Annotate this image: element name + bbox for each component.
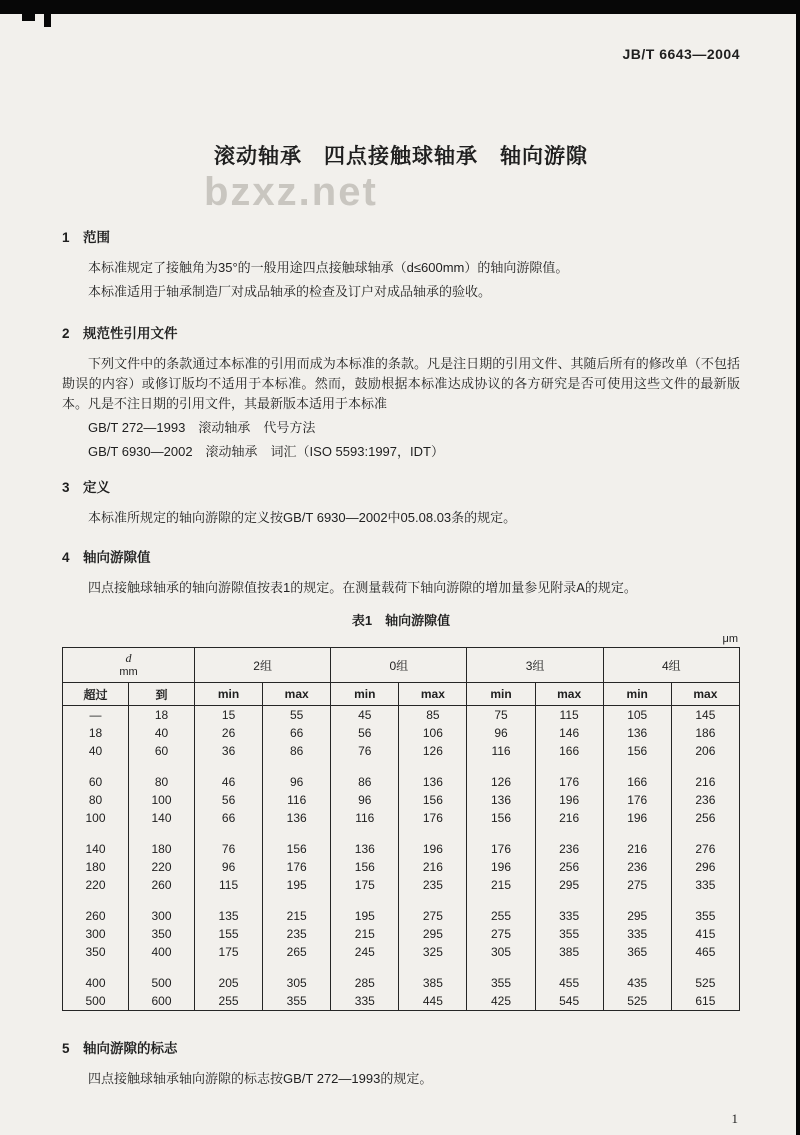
table-cell: 140 (85, 842, 106, 856)
table-header-group-3: 3组 (467, 648, 603, 683)
table-cell: 18 (129, 706, 195, 725)
standard-number: JB/T 6643—2004 (622, 46, 740, 62)
table-cell: 176 (603, 791, 671, 809)
table-cell: 196 (467, 858, 535, 876)
table-cell: 96 (195, 858, 263, 876)
table-cell: 295 (535, 876, 603, 894)
table-cell: 96 (331, 791, 399, 809)
paragraph: 本标准规定了接触角为35°的一般用途四点接触球轴承（d≤600mm）的轴向游隙值。 (88, 260, 569, 275)
table-cell: 76 (195, 827, 263, 858)
table-cell: 295 (399, 925, 467, 943)
table-cell: 276 (671, 827, 739, 858)
table-header-min: min (603, 683, 671, 706)
table-cell: 355 (467, 961, 535, 992)
section-heading-scope: 1 范围 (62, 230, 111, 245)
table-cell: 236 (671, 791, 739, 809)
table-cell: 195 (263, 876, 331, 894)
table-cell: 400 (129, 943, 195, 961)
table-cell: 256 (535, 858, 603, 876)
table-cell: 60 (129, 742, 195, 760)
table-cell: 215 (263, 894, 331, 925)
table-cell: 176 (263, 858, 331, 876)
table-cell: 180 (85, 860, 106, 874)
table-cell: 525 (671, 961, 739, 992)
table-header-max: max (399, 683, 467, 706)
table-header-min: min (331, 683, 399, 706)
table-cell: 40 (129, 724, 195, 742)
page-content (0, 46, 800, 1089)
table-cell: 415 (671, 925, 739, 943)
table-cell: 216 (671, 760, 739, 791)
table-cell: 255 (195, 992, 263, 1011)
table-cell: 600 (129, 992, 195, 1011)
table-cell: 196 (399, 827, 467, 858)
table-cell: 465 (671, 943, 739, 961)
table-cell: 156 (331, 858, 399, 876)
table-cell: 115 (195, 876, 263, 894)
table-cell: 445 (399, 992, 467, 1011)
table-cell: 175 (331, 876, 399, 894)
table-cell: 245 (331, 943, 399, 961)
table-cell: 300 (85, 927, 106, 941)
table-cell: 86 (263, 742, 331, 760)
table-cell: 216 (535, 809, 603, 827)
reference-item: GB/T 6930—2002 滚动轴承 词汇（ISO 5593:1997，IDT） (88, 444, 444, 459)
table-cell: 145 (671, 706, 739, 725)
table-cell: 295 (603, 894, 671, 925)
table-cell: 46 (195, 760, 263, 791)
table-cell: 255 (467, 894, 535, 925)
table-cell: 215 (331, 925, 399, 943)
table-cell: 156 (467, 809, 535, 827)
paragraph: 本标准适用于轴承制造厂对成品轴承的检查及订户对成品轴承的验收。 (88, 284, 492, 299)
table-cell: 196 (535, 791, 603, 809)
table-row (63, 876, 740, 894)
table-cell: — (89, 708, 102, 722)
reference-item: GB/T 272—1993 滚动轴承 代号方法 (88, 420, 316, 435)
table-cell: 285 (331, 961, 399, 992)
table-cell: 166 (603, 760, 671, 791)
table-cell: 235 (399, 876, 467, 894)
table-row (63, 791, 740, 809)
table-cell: 500 (129, 961, 195, 992)
table-header-max: max (535, 683, 603, 706)
table-cell: 500 (85, 994, 106, 1008)
table-header-max: max (671, 683, 739, 706)
scan-artifact (22, 14, 35, 21)
section-heading-clearance-values: 4 轴向游隙值 (62, 550, 151, 565)
table-cell: 325 (399, 943, 467, 961)
table-cell: 236 (535, 827, 603, 858)
table-cell: 400 (85, 976, 106, 990)
table-cell: 15 (195, 706, 263, 725)
table-cell: 385 (535, 943, 603, 961)
paragraph: 本标准所规定的轴向游隙的定义按GB/T 6930—2002中05.08.03条的规定。 (88, 510, 517, 525)
table-header-min: min (195, 683, 263, 706)
table-cell: 350 (85, 945, 106, 959)
table-cell: 205 (195, 961, 263, 992)
table-cell: 100 (85, 811, 106, 825)
table-cell: 615 (671, 992, 739, 1011)
table-cell: 176 (535, 760, 603, 791)
table-row (63, 961, 740, 992)
table-cell: 365 (603, 943, 671, 961)
paragraph: 下列文件中的条款通过本标准的引用而成为本标准的条款。凡是注日期的引用文件、其随后所有的修改单（不包括勘误的内容）或修订版均不适用于本标准。然而，鼓励根据本标准达成协议的各方研究是否可使用这些文件的最新版本。凡是不注日期的引用文件，其最新版本适用于本标准 (62, 356, 740, 411)
table-cell: 335 (535, 894, 603, 925)
table-cell: 105 (603, 706, 671, 725)
table-cell: 116 (331, 809, 399, 827)
table-header-group-4: 4组 (603, 648, 739, 683)
table-cell: 136 (263, 809, 331, 827)
table-cell: 66 (263, 724, 331, 742)
clearance-table (62, 647, 740, 1011)
table-header-min: min (467, 683, 535, 706)
table-cell: 146 (535, 724, 603, 742)
table-cell: 156 (603, 742, 671, 760)
table-cell: 355 (671, 894, 739, 925)
table-cell: 156 (263, 827, 331, 858)
table-cell: 545 (535, 992, 603, 1011)
table-cell: 350 (129, 925, 195, 943)
table-row (63, 943, 740, 961)
table-cell: 55 (263, 706, 331, 725)
table-cell: 106 (399, 724, 467, 742)
scan-artifact (44, 14, 51, 27)
table-cell: 215 (467, 876, 535, 894)
table-cell: 275 (467, 925, 535, 943)
paragraph: 四点接触球轴承轴向游隙的标志按GB/T 272—1993的规定。 (88, 1071, 433, 1086)
table-cell: 56 (195, 791, 263, 809)
table-cell: 176 (467, 827, 535, 858)
page-number: 1 (731, 1111, 738, 1126)
table-cell: 155 (195, 925, 263, 943)
table-row (63, 894, 740, 925)
table-cell: 216 (603, 827, 671, 858)
table-row (63, 809, 740, 827)
table-header-group-0: 0组 (331, 648, 467, 683)
table-cell: 335 (603, 925, 671, 943)
table-header-d (63, 648, 195, 683)
table-cell: 236 (603, 858, 671, 876)
table-cell: 96 (467, 724, 535, 742)
table-row (63, 827, 740, 858)
table-cell: 85 (399, 706, 467, 725)
table-cell: 235 (263, 925, 331, 943)
table-cell: 186 (671, 724, 739, 742)
table-cell: 260 (129, 876, 195, 894)
table-header-to: 到 (129, 683, 195, 706)
table-cell: 40 (88, 744, 103, 758)
table-cell: 355 (535, 925, 603, 943)
table-unit-label: μm (722, 633, 738, 645)
table-cell: 136 (331, 827, 399, 858)
table-cell: 80 (129, 760, 195, 791)
table-caption: 表1 轴向游隙值 (351, 613, 451, 628)
table-cell: 18 (88, 726, 103, 740)
table-cell: 335 (671, 876, 739, 894)
table-header-over: 超过 (63, 683, 129, 706)
table-cell: 296 (671, 858, 739, 876)
table-cell: 136 (399, 760, 467, 791)
d-unit: mm (119, 666, 138, 678)
table-cell: 175 (195, 943, 263, 961)
table-row (63, 706, 740, 725)
table-cell: 36 (195, 742, 263, 760)
table-cell: 260 (85, 909, 106, 923)
d-symbol: d (125, 651, 132, 665)
table-cell: 100 (129, 791, 195, 809)
table-cell: 300 (129, 894, 195, 925)
table-row (63, 742, 740, 760)
table-cell: 425 (467, 992, 535, 1011)
paragraph: 四点接触球轴承的轴向游隙值按表1的规定。在测量载荷下轴向游隙的增加量参见附录A的规定。 (88, 580, 637, 595)
table-cell: 220 (129, 858, 195, 876)
table-cell: 196 (603, 809, 671, 827)
scan-edge-top (0, 0, 800, 14)
table-cell: 275 (399, 894, 467, 925)
table-cell: 166 (535, 742, 603, 760)
section-heading-marking: 5 轴向游隙的标志 (62, 1041, 178, 1056)
table-row (63, 925, 740, 943)
table-cell: 305 (467, 943, 535, 961)
table-cell: 140 (129, 809, 195, 827)
table-cell: 75 (467, 706, 535, 725)
table-cell: 256 (671, 809, 739, 827)
table-cell: 156 (399, 791, 467, 809)
table-cell: 80 (88, 793, 103, 807)
table-cell: 56 (331, 724, 399, 742)
table-header-max: max (263, 683, 331, 706)
table-cell: 305 (263, 961, 331, 992)
table-cell: 355 (263, 992, 331, 1011)
table-cell: 26 (195, 724, 263, 742)
table-cell: 385 (399, 961, 467, 992)
table-row (63, 760, 740, 791)
table-cell: 76 (331, 742, 399, 760)
table-header-group-2: 2组 (195, 648, 331, 683)
table-cell: 126 (467, 760, 535, 791)
table-cell: 66 (195, 809, 263, 827)
table-cell: 216 (399, 858, 467, 876)
table-cell: 45 (331, 706, 399, 725)
watermark: bzxz.net (204, 170, 378, 214)
table-cell: 116 (467, 742, 535, 760)
table-cell: 206 (671, 742, 739, 760)
table-cell: 275 (603, 876, 671, 894)
table-cell: 265 (263, 943, 331, 961)
table-cell: 126 (399, 742, 467, 760)
table-cell: 176 (399, 809, 467, 827)
document-title: 滚动轴承 四点接触球轴承 轴向游隙 (214, 145, 588, 168)
table-row (63, 858, 740, 876)
section-heading-references: 2 规范性引用文件 (62, 326, 178, 341)
section-heading-definitions: 3 定义 (62, 480, 111, 495)
table-cell: 96 (263, 760, 331, 791)
table-cell: 435 (603, 961, 671, 992)
table-cell: 115 (535, 706, 603, 725)
table-cell: 116 (263, 791, 331, 809)
table-cell: 220 (85, 878, 106, 892)
table-row (63, 992, 740, 1011)
table-cell: 180 (129, 827, 195, 858)
table-cell: 335 (331, 992, 399, 1011)
table-cell: 455 (535, 961, 603, 992)
table-cell: 525 (603, 992, 671, 1011)
table-cell: 136 (603, 724, 671, 742)
table-cell: 86 (331, 760, 399, 791)
table-cell: 195 (331, 894, 399, 925)
table-cell: 135 (195, 894, 263, 925)
table-cell: 136 (467, 791, 535, 809)
table-cell: 60 (88, 775, 103, 789)
table-row (63, 724, 740, 742)
